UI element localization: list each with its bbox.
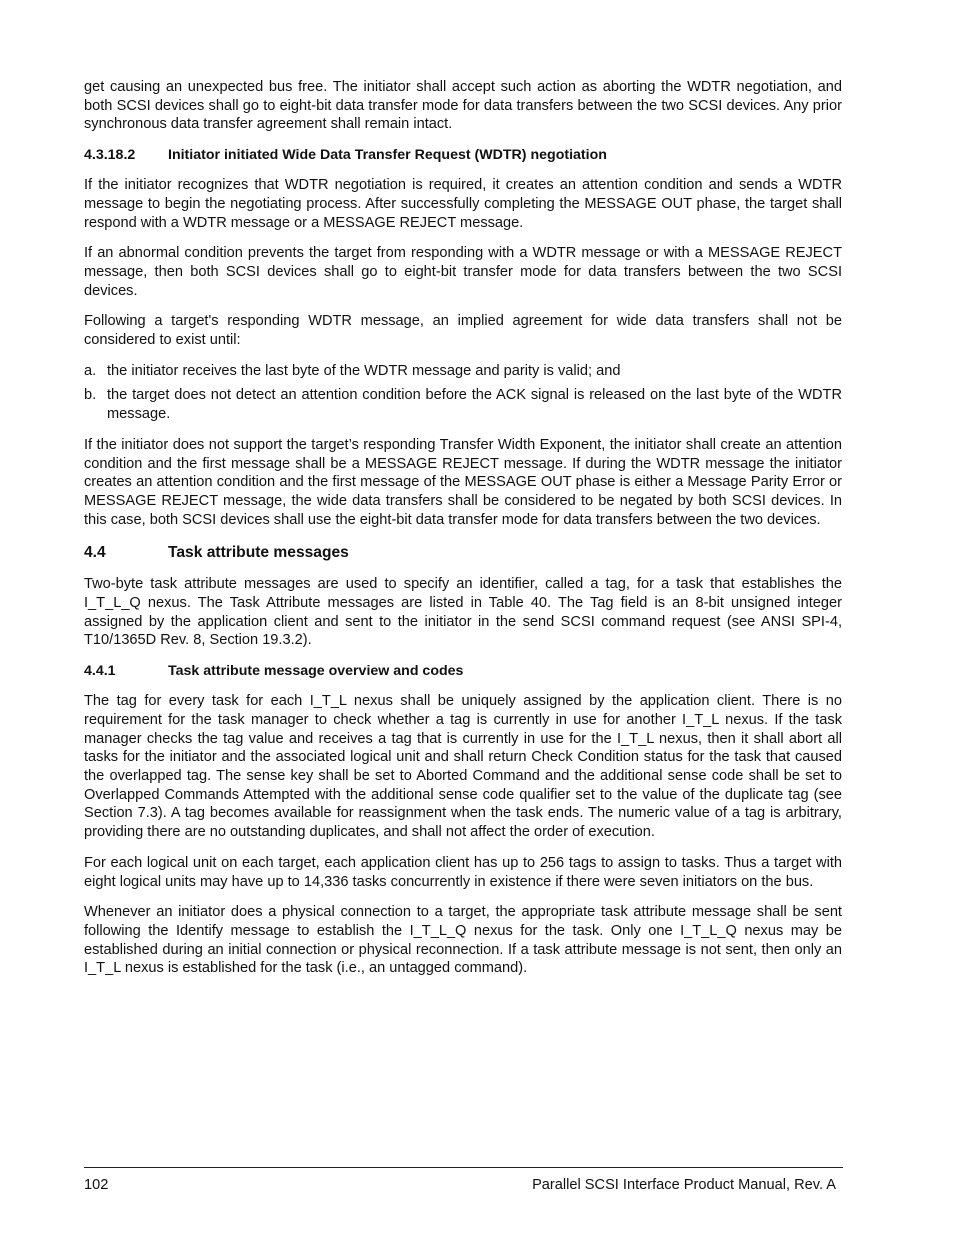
page-number: 102 <box>84 1177 109 1193</box>
section-title: Task attribute message overview and codes <box>168 663 464 680</box>
paragraph: If the initiator does not support the target’s responding Transfer Width Exponent, the initiator shall create an attention condition and the first message shall be a MESSAGE REJECT message. If during the WDTR message the initiator creates an attention condition and the first message of the MESSAGE OUT phase is either a Message Parity Error or MESSAGE REJECT message, the wide data transfers shall be considered to be negated by both SCSI devices. In this case, both SCSI devices shall use the eight-bit data transfer mode for data transfers between the two devices. <box>84 436 842 528</box>
paragraph: For each logical unit on each target, each application client has up to 256 tags to assign to tasks. Thus a target with eight logical units may have up to 14,336 tasks concurrently in existence if there were seven initiators on the bus. <box>84 854 842 890</box>
condition-list <box>84 362 842 424</box>
section-title: Initiator initiated Wide Data Transfer Request (WDTR) negotiation <box>168 147 607 164</box>
list-marker: b. <box>84 387 97 404</box>
paragraph: Following a target's responding WDTR message, an implied agreement for wide data transfers shall not be considered to exist until: <box>84 313 842 349</box>
page-footer <box>84 1176 836 1194</box>
section-title: Task attribute messages <box>168 544 349 562</box>
footer-divider <box>84 1167 843 1168</box>
paragraph: Two-byte task attribute messages are used to specify an identifier, called a tag, for a task that establishes the I_T_L_Q nexus. The Task Attribute messages are listed in Table 40. The Tag field is an 8-bit unsigned integer assigned by the application client and sent to the initiator in the send SCSI command request (see ANSI SPI-4, T10/1365D Rev. 8, Section 19.3.2). <box>84 576 842 649</box>
list-marker: a. <box>84 362 97 379</box>
document-title: Parallel SCSI Interface Product Manual, Rev. A <box>532 1177 836 1193</box>
paragraph: The tag for every task for each I_T_L nexus shall be uniquely assigned by the application client. There is no requirement for the task manager to check whether a tag is currently in use for another I_T_L nexus. If the task manager checks the tag value and receives a tag that is currently in use for the I_T_L nexus, then it shall abort all tasks for the initiator and the associated logical unit and shall return Check Condition status for the task that caused the overlapped tag. The sense key shall be set to Aborted Command and the additional sense code shall be set to Overlapped Commands Attempted with the additional sense code qualifier set to the value of the duplicate tag (see Section 7.3). A tag becomes available for reassignment when the task ends. The numeric value of a tag is arbitrary, providing there are no outstanding duplicates, and shall not affect the order of execution. <box>84 693 842 841</box>
page-content <box>84 78 842 990</box>
list-item <box>84 362 842 381</box>
section-heading-4-3-18-2 <box>84 146 842 164</box>
intro-paragraph: get causing an unexpected bus free. The initiator shall accept such action as aborting the WDTR negotiation, and both SCSI devices shall go to eight-bit data transfer mode for data transfers between the two SCSI devices. Any prior synchronous data transfer agreement shall remain intact. <box>84 79 842 133</box>
list-item-text: the initiator receives the last byte of the WDTR message and parity is valid; and <box>107 362 621 379</box>
section-number: 4.4 <box>84 544 106 562</box>
list-item-text: the target does not detect an attention condition before the ACK signal is released on the last byte of the WDTR message. <box>107 387 842 423</box>
list-item <box>84 386 842 423</box>
section-heading-4-4-1 <box>84 662 842 680</box>
section-number: 4.3.18.2 <box>84 147 136 164</box>
section-number: 4.4.1 <box>84 663 116 680</box>
section-heading-4-4 <box>84 543 842 563</box>
paragraph: If the initiator recognizes that WDTR negotiation is required, it creates an attention condition and sends a WDTR message to begin the negotiating process. After successfully completing the MESSAGE OUT phase, the target shall respond with a WDTR message or a MESSAGE REJECT message. <box>84 177 842 231</box>
paragraph: If an abnormal condition prevents the target from responding with a WDTR message or with a MESSAGE REJECT message, then both SCSI devices shall go to eight-bit transfer mode for data transfers between the two SCSI devices. <box>84 245 842 299</box>
paragraph: Whenever an initiator does a physical connection to a target, the appropriate task attribute message shall be sent following the Identify message to establish the I_T_L_Q nexus for the task. Only one I_T_L_Q nexus may be established during an initial connection or physical reconnection. If a task attribute message is not sent, then only an I_T_L nexus is established for the task (i.e., an untagged command). <box>84 904 842 977</box>
